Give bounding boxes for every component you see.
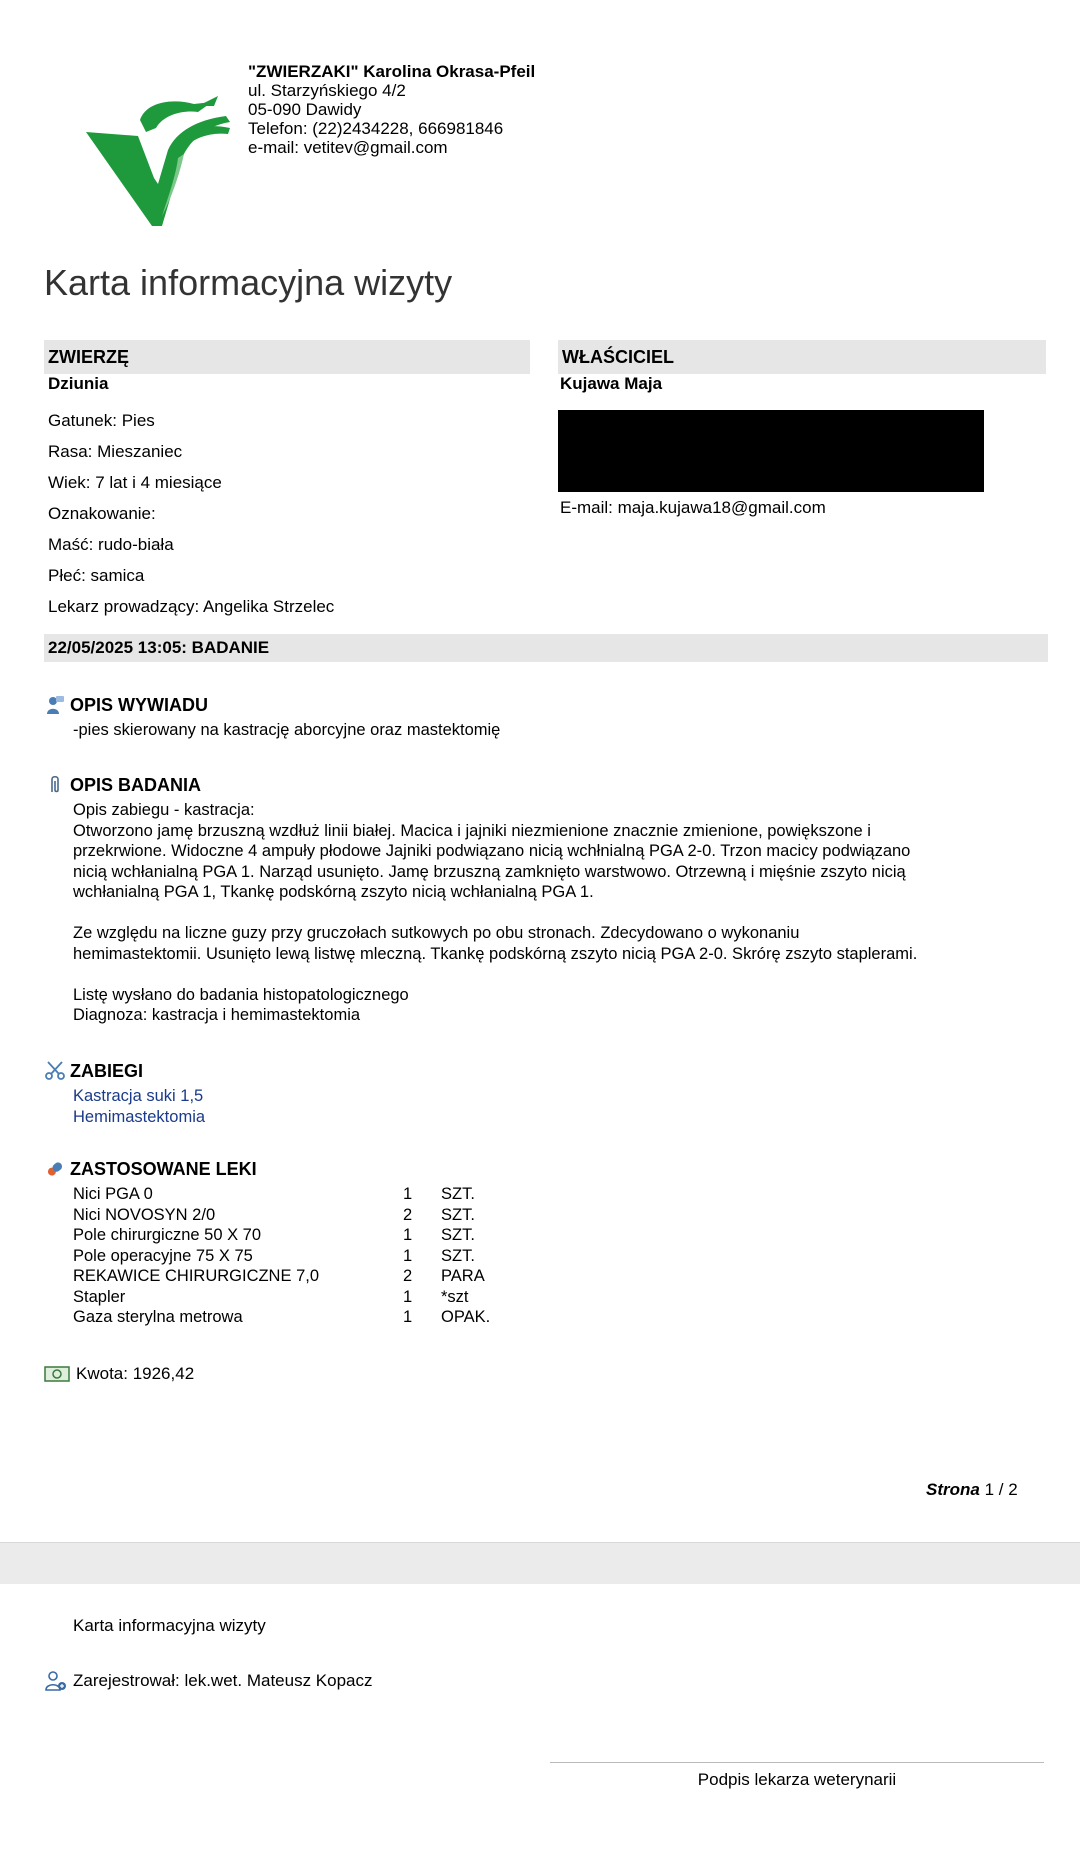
procedures-list — [73, 1086, 205, 1127]
medications-table — [73, 1184, 490, 1328]
exam-blank-line — [73, 903, 1073, 924]
amount-text: Kwota: 1926,42 — [76, 1364, 195, 1383]
med-unit: OPAK. — [441, 1308, 491, 1326]
table-row — [73, 1246, 490, 1267]
med-qty: 2 — [403, 1205, 413, 1224]
interview-icon — [44, 694, 66, 716]
exam-line: przekrwione. Widoczne 4 ampuły płodowe Jajniki podwiązano nicią wchłnialną PGA 2-0. Trzon macicy podwiązano — [73, 842, 911, 860]
clinic-name: "ZWIERZAKI" Karolina Okrasa-Pfeil — [248, 62, 536, 81]
exam-line: wchłanialną PGA 1, Tkankę podskórną zszyto nicią wchłanialną PGA 1. — [73, 883, 594, 901]
interview-title: OPIS WYWIADU — [70, 694, 208, 715]
clinic-phone: Telefon: (22)2434228, 666981846 — [248, 119, 504, 138]
med-name: Pole operacyjne 75 X 75 — [73, 1246, 253, 1265]
page-number — [926, 1480, 1018, 1500]
page-total: / 2 — [994, 1480, 1018, 1499]
table-row — [73, 1225, 490, 1246]
med-qty: 1 — [403, 1287, 413, 1306]
animal-age: Wiek: 7 lat i 4 miesiące — [48, 473, 222, 492]
med-name: Nici PGA 0 — [73, 1185, 153, 1203]
registered-text: Zarejestrował: lek.wet. Mateusz Kopacz — [73, 1671, 373, 1690]
exam-text — [73, 800, 1073, 1026]
animal-marking: Oznakowanie: — [48, 504, 156, 523]
medications-title: ZASTOSOWANE LEKI — [70, 1158, 257, 1179]
exam-heading — [44, 774, 1073, 796]
paperclip-icon — [44, 774, 66, 796]
medications-heading — [44, 1158, 490, 1180]
med-unit: PARA — [441, 1267, 485, 1285]
clinic-street: ul. Starzyńskiego 4/2 — [248, 81, 406, 100]
med-name: Gaza sterylna metrowa — [73, 1308, 243, 1326]
owner-name: Kujawa Maja — [560, 374, 663, 393]
med-qty: 1 — [403, 1308, 413, 1326]
animal-species: Gatunek: Pies — [48, 411, 155, 430]
exam-line: Listę wysłano do badania histopatologicznego — [73, 985, 409, 1004]
signature-line — [550, 1762, 1044, 1763]
procedures-heading — [44, 1060, 205, 1082]
scissors-icon — [44, 1060, 66, 1082]
animal-color: Maść: rudo-biała — [48, 535, 174, 554]
exam-line: Diagnoza: kastracja i hemimastektomia — [73, 1006, 361, 1024]
pet-name: Dziunia — [48, 374, 109, 393]
med-unit: SZT. — [441, 1205, 475, 1224]
interview-text: -pies skierowany na kastrację aborcyjne oraz mastektomię — [73, 721, 501, 739]
exam-line: Otworzono jamę brzuszną wzdłuż linii białej. Macica i jajniki niezmienione znacznie zmienione, powiększone i — [73, 821, 871, 840]
med-qty: 1 — [403, 1246, 413, 1265]
med-unit: SZT. — [441, 1246, 475, 1265]
table-row — [73, 1307, 490, 1328]
owner-section-header: WŁAŚCICIEL — [558, 340, 1046, 374]
exam-line: hemimastektomii. Usunięto lewą listwę mleczną. Tkankę podskórną zszyto nicią PGA 2-0. Skrórę zszyto staplerami. — [73, 944, 918, 963]
procedure-item: Hemimastektomia — [73, 1107, 206, 1126]
med-qty: 2 — [403, 1267, 413, 1285]
exam-line: Ze względu na liczne guzy przy gruczołach sutkowych po obu stronach. Zdecydowano o wykonaniu — [73, 924, 800, 942]
med-unit: SZT. — [441, 1226, 475, 1244]
clinic-email: e-mail: vetitev@gmail.com — [248, 138, 448, 157]
animal-details — [48, 405, 334, 622]
med-name: Nici NOVOSYN 2/0 — [73, 1205, 216, 1224]
visit-header: 22/05/2025 13:05: BADANIE — [44, 634, 1048, 662]
procedure-item: Kastracja suki 1,5 — [73, 1087, 204, 1105]
attending-vet: Lekarz prowadzący: Angelika Strzelec — [48, 597, 335, 616]
owner-email: E-mail: maja.kujawa18@gmail.com — [560, 498, 826, 517]
table-row — [73, 1266, 490, 1287]
exam-line: Opis zabiegu - kastracja: — [73, 801, 255, 819]
clinic-city: 05-090 Dawidy — [248, 100, 362, 119]
exam-title: OPIS BADANIA — [70, 774, 202, 795]
procedures-section — [44, 1060, 205, 1127]
registered-row — [44, 1670, 373, 1692]
med-name: Stapler — [73, 1287, 126, 1306]
animal-sex: Płeć: samica — [48, 566, 145, 585]
clinic-logo — [80, 92, 240, 232]
med-qty: 1 — [403, 1185, 413, 1203]
animal-section-header: ZWIERZĘ — [44, 340, 530, 374]
redacted-block — [558, 410, 984, 492]
user-icon — [44, 1670, 68, 1692]
med-unit: SZT. — [441, 1185, 475, 1203]
clinic-address-block — [248, 62, 535, 157]
page-2 — [0, 1584, 1080, 1874]
med-qty: 1 — [403, 1226, 413, 1244]
exam-line: nicią wchłanialną PGA 1. Narząd usunięto. Jamę brzuszną zamknięto warstwowo. Otrzewną i mięśnie zszyto nicią — [73, 862, 906, 881]
medications-section — [44, 1158, 490, 1328]
document-title: Karta informacyjna wizyty — [44, 262, 453, 303]
page-label: Strona — [926, 1480, 980, 1499]
table-row — [73, 1205, 490, 1226]
med-unit: *szt — [441, 1287, 469, 1306]
procedures-title: ZABIEGI — [70, 1060, 144, 1081]
table-row — [73, 1184, 490, 1205]
animal-breed: Rasa: Mieszaniec — [48, 442, 183, 461]
table-row — [73, 1287, 490, 1308]
page-separator — [0, 1542, 1080, 1585]
amount-row — [44, 1364, 194, 1384]
interview-section — [44, 694, 500, 741]
page-current: 1 — [984, 1480, 995, 1499]
signature-label: Podpis lekarza weterynarii — [697, 1770, 897, 1789]
pill-icon — [44, 1158, 66, 1180]
money-icon — [44, 1365, 70, 1383]
exam-section — [44, 774, 1073, 1026]
interview-heading — [44, 694, 500, 716]
page2-title: Karta informacyjna wizyty — [73, 1616, 266, 1635]
med-name: REKAWICE CHIRURGICZNE 7,0 — [73, 1267, 320, 1285]
med-name: Pole chirurgiczne 50 X 70 — [73, 1226, 262, 1244]
exam-blank-line — [73, 964, 1073, 985]
